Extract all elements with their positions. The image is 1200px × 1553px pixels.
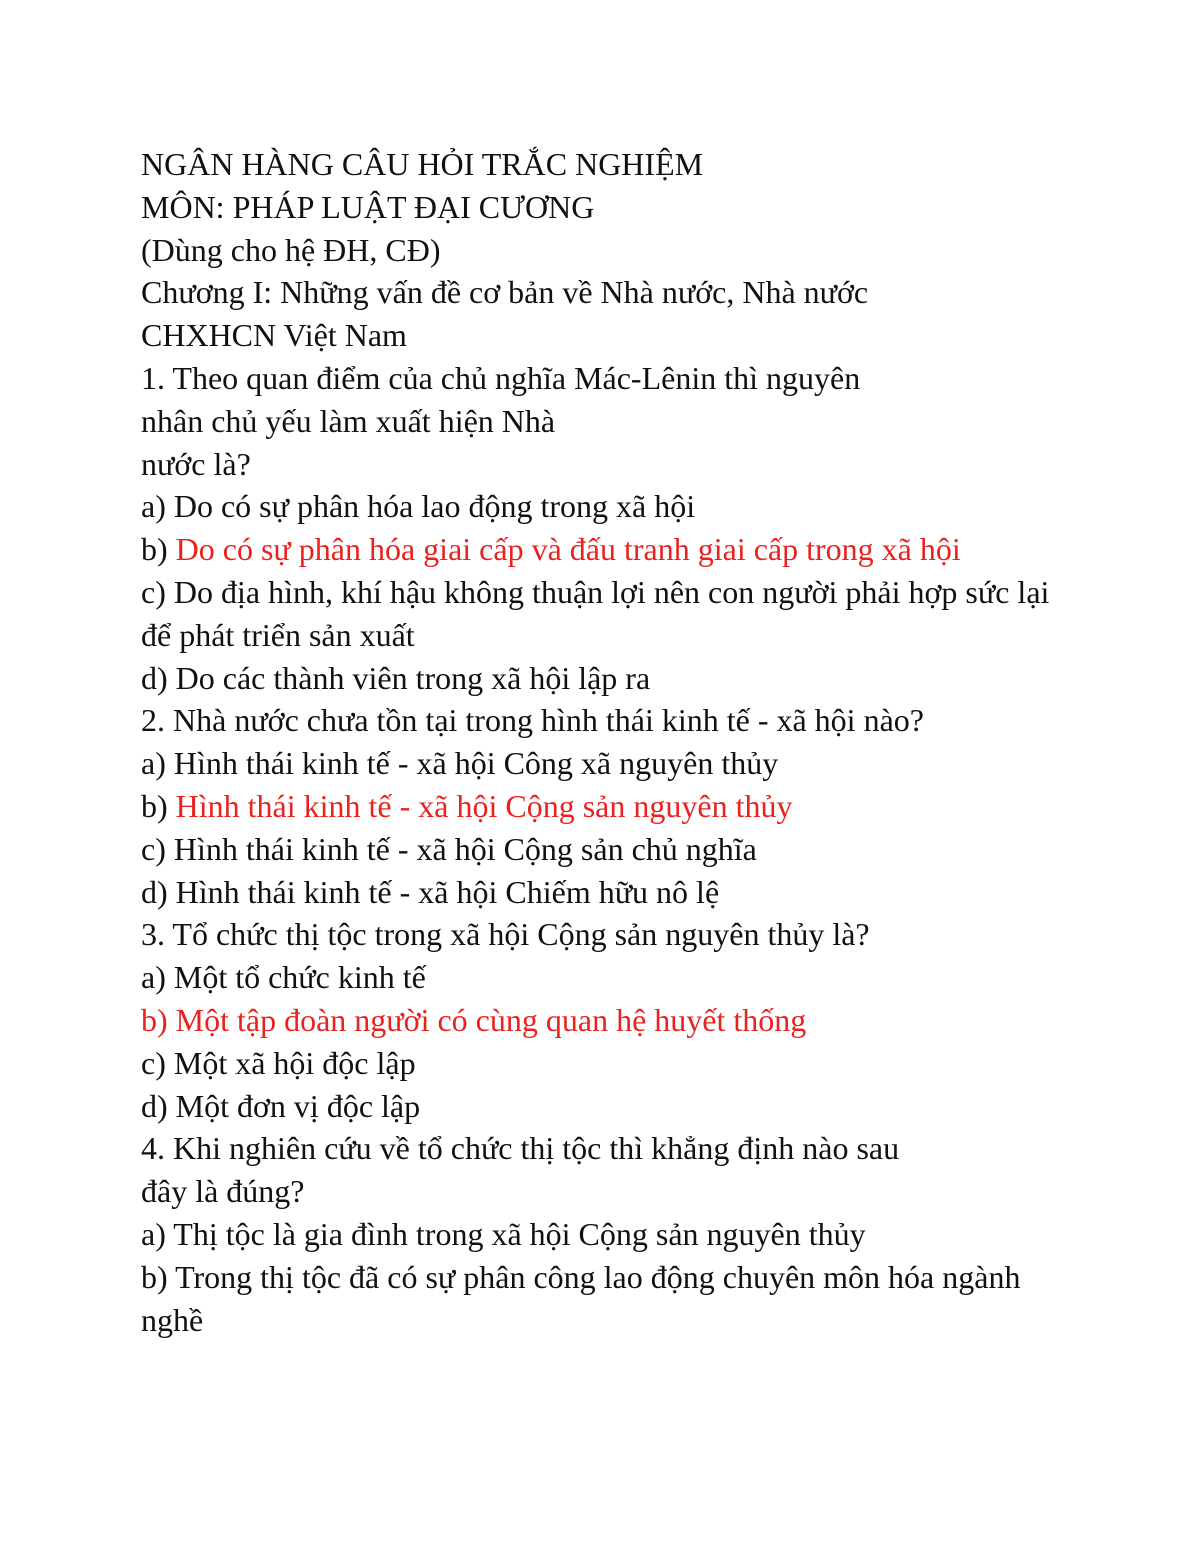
question-1-text: nước là? (141, 445, 251, 482)
chapter-heading-line-1: Chương I: Những vấn đề cơ bản về Nhà nước, Nhà nước (141, 274, 869, 311)
option-label: c) (141, 830, 166, 867)
option-label: a) (141, 745, 166, 782)
option-text: Thị tộc là gia đình trong xã hội Cộng sản nguyên thủy (173, 1215, 866, 1252)
option-text: Một tổ chức kinh tế (173, 959, 426, 996)
question-4-option-b (141, 1256, 1070, 1342)
option-label: b) (141, 787, 168, 824)
option-text: Do có sự phân hóa lao động trong xã hội (173, 488, 696, 525)
option-label: a) (141, 488, 166, 525)
option-label: c) (141, 573, 166, 610)
question-4-option-a (141, 1213, 1070, 1256)
question-4-text: đây là đúng? (141, 1173, 305, 1210)
chapter-heading-line-2: CHXHCN Việt Nam (141, 317, 407, 354)
document-title: NGÂN HÀNG CÂU HỎI TRẮC NGHIỆM (141, 146, 704, 182)
question-1-option-d (141, 657, 1070, 700)
question-3-option-b (141, 999, 1070, 1042)
question-1-text: 1. Theo quan điểm của chủ nghĩa Mác-Lênin thì nguyên (141, 359, 861, 396)
option-text: Một đơn vị độc lập (175, 1087, 421, 1124)
option-text: Hình thái kinh tế - xã hội Công xã nguyên thủy (173, 745, 779, 782)
option-label: d) (141, 1087, 168, 1124)
question-2-option-c (141, 828, 1070, 871)
option-label: d) (141, 659, 168, 696)
question-2-option-b (141, 785, 1070, 828)
question-2-text: 2. Nhà nước chưa tồn tại trong hình thái kinh tế - xã hội nào? (141, 702, 924, 739)
option-text: Trong thị tộc đã có sự phân công lao động chuyên môn hóa ngành nghề (141, 1258, 1021, 1338)
option-label: a) (141, 1215, 166, 1252)
option-label: b) (141, 531, 168, 568)
option-text: Một xã hội độc lập (173, 1044, 416, 1081)
option-text: Hình thái kinh tế - xã hội Cộng sản chủ nghĩa (173, 830, 757, 867)
question-3-option-d (141, 1085, 1070, 1128)
question-3-option-c (141, 1042, 1070, 1085)
question-3-option-a (141, 956, 1070, 999)
question-1-text: nhân chủ yếu làm xuất hiện Nhà (141, 402, 556, 439)
option-label: b) (141, 1001, 168, 1038)
option-text: Do địa hình, khí hậu không thuận lợi nên con người phải hợp sức lại để phát triển sản xuất (141, 573, 1050, 653)
question-1-option-b (141, 528, 1070, 571)
option-label: a) (141, 959, 166, 996)
option-label: d) (141, 873, 168, 910)
option-text: Do các thành viên trong xã hội lập ra (175, 659, 651, 696)
question-4-text: 4. Khi nghiên cứu về tổ chức thị tộc thì khẳng định nào sau (141, 1130, 900, 1167)
correct-answer-text: Một tập đoàn người có cùng quan hệ huyết thống (175, 1001, 807, 1038)
question-2-option-a (141, 742, 1070, 785)
question-2-option-d (141, 871, 1070, 914)
option-label: c) (141, 1044, 166, 1081)
question-1-option-c (141, 571, 1070, 657)
correct-answer-text: Do có sự phân hóa giai cấp và đấu tranh giai cấp trong xã hội (175, 531, 961, 568)
correct-answer-text: Hình thái kinh tế - xã hội Cộng sản nguyên thủy (175, 787, 793, 824)
option-label: b) (141, 1258, 168, 1295)
question-3-text: 3. Tổ chức thị tộc trong xã hội Cộng sản nguyên thủy là? (141, 916, 870, 953)
subject-heading: MÔN: PHÁP LUẬT ĐẠI CƯƠNG (141, 188, 595, 225)
option-text: Hình thái kinh tế - xã hội Chiếm hữu nô lệ (175, 873, 720, 910)
question-1-option-a (141, 485, 1070, 528)
audience-note: (Dùng cho hệ ĐH, CĐ) (141, 231, 441, 268)
